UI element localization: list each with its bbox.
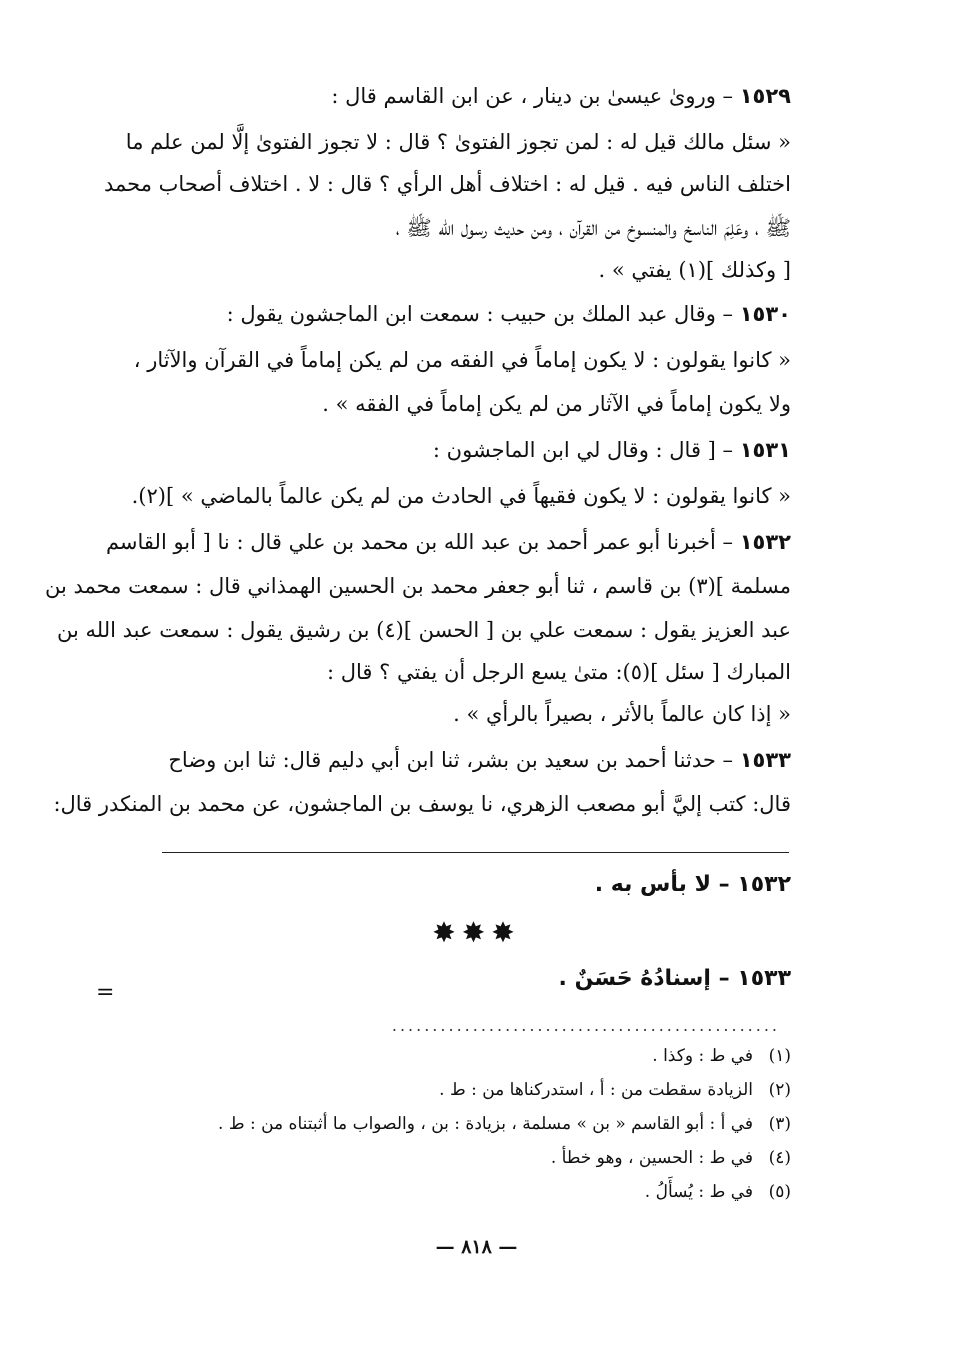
text-line xyxy=(98,702,791,727)
note-1533: ١٥٣٣ – إسنادُهُ حَسَنٌ . xyxy=(558,966,791,991)
footnote xyxy=(652,1046,791,1066)
paragraph-number: ١٥٣٠ xyxy=(739,302,791,326)
footnote-text: في ط : وكذا . xyxy=(652,1046,753,1066)
paragraph-number: ١٥٣٢ xyxy=(739,530,791,554)
text-line xyxy=(98,130,791,155)
line-text: – [ قال : وقال لي ابن الماجشون : xyxy=(432,438,734,462)
footnote-text: في أ : أبو القاسم « بن » مسلمة ، بزيادة : بن ، والصواب ما أثبتناه من : ط . xyxy=(218,1114,753,1134)
text-line xyxy=(98,348,791,373)
text-line xyxy=(57,618,791,643)
line-text: « كانوا يقولون : لا يكون إماماً في الفقه من لم يكن إماماً في القرآن والآثار ، xyxy=(133,348,791,372)
line-text: ولا يكون إماماً في الآثار من لم يكن إماماً في الفقه » . xyxy=(322,392,791,416)
dotted-separator: ................................................ xyxy=(391,1016,780,1035)
line-text: المبارك [ سئل ](٥): متىٰ يسع الرجل أن يفتي ؟ قال : xyxy=(327,660,791,684)
text-line xyxy=(98,392,791,417)
text-line xyxy=(98,748,791,773)
note-1532: ١٥٣٢ – لا بأس به . xyxy=(594,872,791,897)
line-text: ﷺ ، وعَلِمَ الناسخ والمنسوخ من القرآن ، ومن حديث رسول الله ﷺ ، xyxy=(395,216,791,240)
footnote xyxy=(645,1182,791,1202)
footnote-number: (٤) xyxy=(768,1148,791,1168)
continuation-mark: = xyxy=(96,980,115,1005)
text-line xyxy=(98,172,791,197)
text-line xyxy=(98,484,791,509)
footnote-text: في ط : يُسأَلُ . xyxy=(644,1182,753,1202)
line-text: « إذا كان عالماً بالأثر ، بصيراً بالرأي » . xyxy=(453,702,791,726)
footnote-number: (٣) xyxy=(768,1114,791,1134)
line-text: – وقال عبد الملك بن حبيب : سمعت ابن الماجشون يقول : xyxy=(226,302,734,326)
paragraph-number: ١٥٣١ xyxy=(739,438,791,462)
line-text: – حدثنا أحمد بن سعيد بن بشر، ثنا ابن أبي دليم قال: ثنا ابن وضاح xyxy=(168,748,734,772)
paragraph-number: ١٥٣٣ xyxy=(739,748,791,772)
stars-divider: ✸✸✸ xyxy=(432,916,521,949)
text-line xyxy=(98,216,791,241)
line-text: اختلف الناس فيه . قيل له : اختلاف أهل الرأي ؟ قال : لا . اختلاف أصحاب محمد xyxy=(104,172,791,196)
text-line xyxy=(98,258,791,283)
text-line xyxy=(98,438,791,463)
text-line xyxy=(98,84,791,109)
footnote-number: (٢) xyxy=(768,1080,791,1100)
text-line xyxy=(44,574,791,599)
text-line xyxy=(98,660,791,685)
line-text: قال: كتب إليَّ أبو مصعب الزهري، نا يوسف بن الماجشون، عن محمد بن المنكدر قال: xyxy=(53,792,791,816)
footnote-number: (١) xyxy=(768,1046,791,1066)
footnote xyxy=(551,1148,791,1168)
footnote-text: في ط : الحسين ، وهو خطأ . xyxy=(550,1148,753,1168)
line-text: « سئل مالك قيل له : لمن تجوز الفتوىٰ ؟ قال : لا تجوز الفتوىٰ إلَّا لمن علم ما xyxy=(125,130,791,154)
line-text: – وروىٰ عيسىٰ بن دينار ، عن ابن القاسم قال : xyxy=(331,84,734,108)
paragraph-number: ١٥٢٩ xyxy=(739,84,791,108)
footnote xyxy=(439,1080,791,1100)
footnote-text: الزيادة سقطت من : أ ، استدركناها من : ط . xyxy=(439,1080,753,1100)
text-line xyxy=(53,792,791,817)
text-line xyxy=(98,302,791,327)
page-number: — ٨١٨ — xyxy=(435,1236,518,1258)
footnote-number: (٥) xyxy=(768,1182,791,1202)
footnote xyxy=(218,1114,791,1134)
text-line xyxy=(98,530,791,555)
line-text: [ وكذلك ](١) يفتي » . xyxy=(598,258,791,282)
footnote-separator xyxy=(162,852,789,853)
line-text: عبد العزيز يقول : سمعت علي بن [ الحسن ](٤) بن رشيق يقول : سمعت عبد الله بن xyxy=(57,618,791,642)
line-text: « كانوا يقولون : لا يكون فقيهاً في الحادث من لم يكن عالماً بالماضي » ](٢). xyxy=(131,484,791,508)
line-text: مسلمة ](٣) بن قاسم ، ثنا أبو جعفر محمد بن الحسين الهمذاني قال : سمعت محمد بن xyxy=(44,574,791,598)
line-text: – أخبرنا أبو عمر أحمد بن عبد الله بن محمد بن علي قال : نا [ أبو القاسم xyxy=(105,530,734,554)
